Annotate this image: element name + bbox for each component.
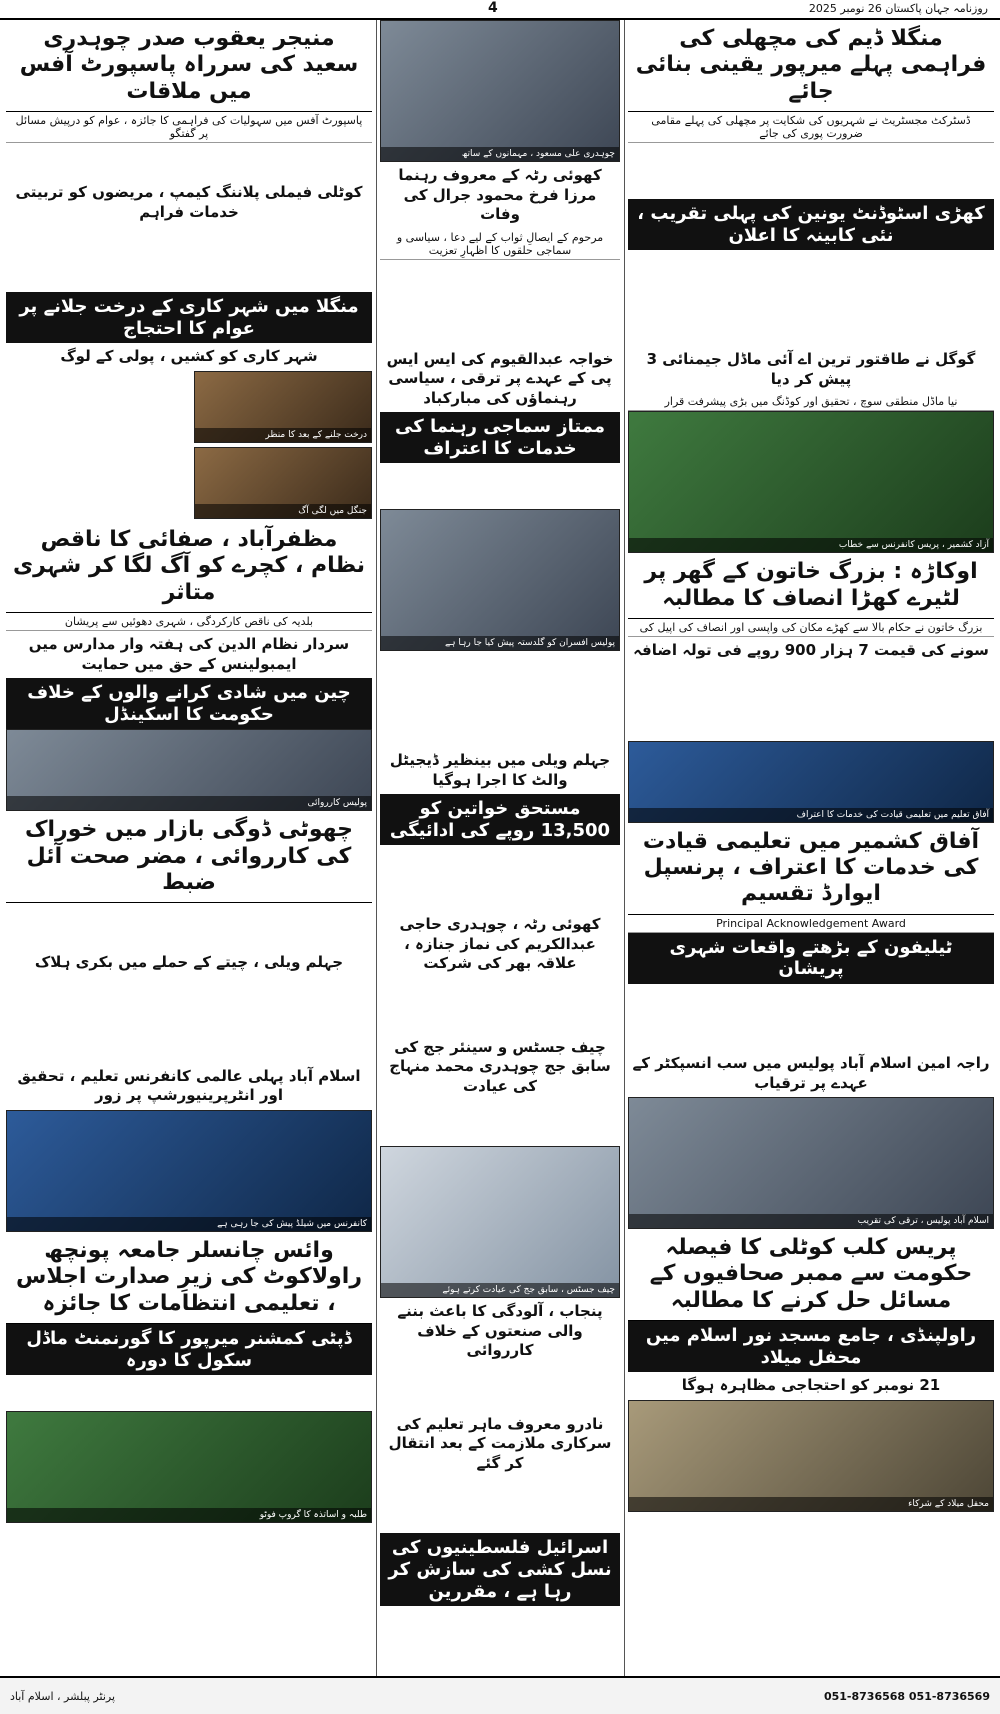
article-text [628, 143, 994, 199]
photo-caption: محفل میلاد کے شرکاء [629, 1497, 993, 1511]
article-text [380, 845, 620, 911]
subheadline: بزرگ خاتون نے حکام بالا سے کھڑے مکان کی واپسی اور انصاف کی اپیل کی [628, 619, 994, 637]
photo-caption: کانفرنس میں شیلڈ پیش کی جا رہی ہے [7, 1217, 371, 1231]
headline: خواجہ عبدالقیوم کی ایس ایس پی کے عہدے پر ترقی ، سیاسی رہنماؤں کی مبارکباد [386, 349, 614, 407]
footer [0, 1676, 1000, 1714]
headline: کھوئی رٹہ ، چوہدری حاجی عبدالکریم کی نماز جنازہ ، علاقہ بھر کی شرکت [399, 915, 601, 973]
photo-caption: آفاق تعلیم میں تعلیمی قیادت کی خدمات کا اعتراف [629, 808, 993, 822]
headline: ڈپٹی کمشنر میرپور کا گورنمنٹ ماڈل سکول کا دورہ [6, 1324, 372, 1375]
headline: کھڑی اسٹوڈنٹ یونین کی پہلی تقریب ، نئی کابینہ کا اعلان [628, 199, 994, 250]
headline: راولپنڈی ، جامع مسجد نور اسلام میں محفل میلاد [628, 1321, 994, 1372]
headline: کھوئی رٹہ کے معروف رہنما مرزا فرخ محمود جرال کی وفات [398, 166, 602, 223]
photo-hospital-visit [380, 1146, 620, 1298]
headline: پنجاب ، آلودگی کا باعث بننے والی صنعتوں کے خلاف کارروائی [397, 1302, 603, 1360]
photo-caption: اسلام آباد پولیس ، ترقی کی تقریب [629, 1214, 993, 1228]
photo-caption: پولیس افسران کو گلدستہ پیش کیا جا رہا ہے [381, 636, 619, 650]
headline: اوکاڑہ : بزرگ خاتون کے گھر پر لٹیرے کھڑا انصاف کا مطالبہ [628, 553, 994, 619]
photo-press-conference [628, 411, 994, 553]
headline: راجہ امین اسلام آباد پولیس میں سب انسپکٹر کے عہدے پر ترقیاب [632, 1054, 990, 1092]
photo-caption: طلبہ و اساتذہ کا گروپ فوٹو [7, 1508, 371, 1522]
headline: چین میں شادی کرانے والوں کے خلاف حکومت کا اسکینڈل [6, 678, 372, 729]
photo-two-men [380, 20, 620, 162]
photo-gathering [628, 1400, 994, 1512]
subheadline: ڈسٹرکٹ مجسٹریٹ نے شہریوں کی شکایت پر مچھلی کی پہلے مقامی ضرورت پوری کی جائے [628, 112, 994, 143]
headline: مظفرآباد ، صفائی کا ناقص نظام ، کچرے کو آگ لگا کر شہری متاثر [6, 521, 372, 613]
column-right [628, 20, 994, 1676]
article-text [6, 903, 372, 949]
headline: منگلا میں شہر کاری کے درخت جلانے پر عوام کا احتجاج [6, 292, 372, 343]
article-text [380, 651, 620, 747]
photo-police [628, 1097, 994, 1229]
award-label: Principal Acknowledgement Award [628, 915, 994, 933]
photo-forest-fire [194, 447, 372, 519]
article-text [380, 1477, 620, 1533]
headline: اسلام آباد پہلی عالمی کانفرنس تعلیم ، تحقیق اور انٹرپرینیورشپ پر زور [17, 1066, 361, 1105]
photo-conference [6, 1110, 372, 1232]
headline: شہر کاری کو کشیں ، پولی کے لوگ [60, 347, 318, 366]
photo-bouquet [380, 509, 620, 651]
article-text [628, 250, 994, 346]
column-left [6, 20, 372, 1676]
article-text [6, 226, 372, 292]
subheadline: بلدیہ کی ناقص کارکردگی ، شہری دھوئیں سے پریشان [6, 613, 372, 631]
photo-caption: درخت جلنے کے بعد کا منظر [195, 428, 371, 442]
headline: منگلا ڈیم کی مچھلی کی فراہمی پہلے میرپور یقینی بنائی جائے [628, 20, 994, 112]
headline: پریس کلب کوٹلی کا فیصلہ حکومت سے ممبر صحافیوں کے مسائل حل کرنے کا مطالبہ [628, 1229, 994, 1321]
article-text [380, 1100, 620, 1146]
headline: آفاق کشمیر میں تعلیمی قیادت کی خدمات کا اعتراف ، پرنسپل ایوارڈ تقسیم [628, 823, 994, 915]
article-text [380, 463, 620, 509]
headline: سونے کی قیمت 7 ہزار 900 روپے فی تولہ اضافہ [633, 641, 989, 660]
column-middle [380, 20, 620, 1676]
article-text [380, 260, 620, 346]
footer-address: پرنٹر پبلشر ، اسلام آباد [10, 1689, 116, 1703]
photo-caption: آزاد کشمیر ، پریس کانفرنس سے خطاب [629, 538, 993, 552]
photo-group [6, 1411, 372, 1523]
photo-award [628, 741, 994, 823]
masthead [0, 0, 1000, 20]
headline: اسرائیل فلسطینیوں کی نسل کشی کی سازش کر رہا ہے ، مقررین [380, 1533, 620, 1606]
headline: کوٹلی فیملی پلاننگ کیمپ ، مریضوں کو تربیتی خدمات فراہم [15, 183, 363, 221]
subheadline: پاسپورٹ آفس میں سہولیات کی فراہمی کا جائزہ ، عوام کو درپیش مسائل پر گفتگو [6, 112, 372, 143]
article-text [628, 665, 994, 741]
headline: وائس چانسلر جامعہ پونچھ راولاکوٹ کی زیرِ صدارت اجلاس ، تعلیمی انتظامات کا جائزہ [6, 1232, 372, 1324]
photo-caption: جنگل میں لگی آگ [195, 504, 371, 518]
headline: گوگل نے طاقتور ترین اے آئی ماڈل جیمنائی 3 پیش کر دیا [646, 350, 976, 388]
dateline: روزنامہ جہان پاکستان 26 نومبر 2025 [808, 2, 988, 15]
headline: جہلم ویلی ، چیتے کے حملے میں بکری ہلاک [34, 953, 344, 972]
photo-police-raid [6, 729, 372, 811]
headline: نادرو معروف ماہر تعلیم کی سرکاری ملازمت کے بعد انتقال کر گئے [388, 1414, 612, 1472]
headline: مستحق خواتین کو 13,500 روپے کی ادائیگی [380, 794, 620, 845]
headline: منیجر یعقوب صدر چوہدری سعید کی سرراہ پاسپورٹ آفس میں ملاقات [6, 20, 372, 112]
headline: ممتاز سماجی رہنما کی خدمات کا اعتراف [380, 412, 620, 463]
article-text [380, 1365, 620, 1411]
headline: سردار نظام الدین کی ہفتہ وار مدارس میں ایمبولینس کے حق میں حمایت [28, 635, 350, 673]
photo-burnt-trees [194, 371, 372, 443]
photo-caption: چوہدری علی مسعود ، مہمانوں کے ساتھ [381, 147, 619, 161]
article-text [6, 143, 372, 179]
article-text [6, 1375, 372, 1411]
subheadline: نیا ماڈل منطقی سوچ ، تحقیق اور کوڈنگ میں بڑی پیشرفت قرار [628, 393, 994, 411]
photo-caption: پولیس کارروائی [7, 796, 371, 810]
headline: 21 نومبر کو احتجاجی مظاہرہ ہوگا [681, 1376, 941, 1395]
headline: ٹیلیفون کے بڑھتے واقعات شہری پریشان [628, 933, 994, 984]
column-rule [376, 20, 377, 1676]
headline: چیف جسٹس و سینئر جج کی سابق جج چوہدری محمد منہاج کی عیادت [389, 1037, 611, 1095]
headline: جہلم ویلی میں بینظیر ڈیجیٹل والٹ کا اجرا ہوگیا [389, 751, 611, 789]
page-number: 4 [488, 0, 498, 16]
article-text [380, 978, 620, 1034]
headline: چھوٹی ڈوگی بازار میں خوراک کی کارروائی ، مضر صحت آئل ضبط [6, 811, 372, 903]
column-rule [624, 20, 625, 1676]
article-text [628, 984, 994, 1050]
subheadline: مرحوم کے ایصالِ ثواب کے لیے دعا ، سیاسی و سماجی حلقوں کا اظہارِ تعزیت [380, 229, 620, 260]
article-text [6, 371, 194, 521]
photo-caption: چیف جسٹس ، سابق جج کی عیادت کرتے ہوئے [381, 1283, 619, 1297]
footer-phones: 051-8736568 051-8736569 [823, 1689, 990, 1703]
article-text [6, 977, 372, 1063]
